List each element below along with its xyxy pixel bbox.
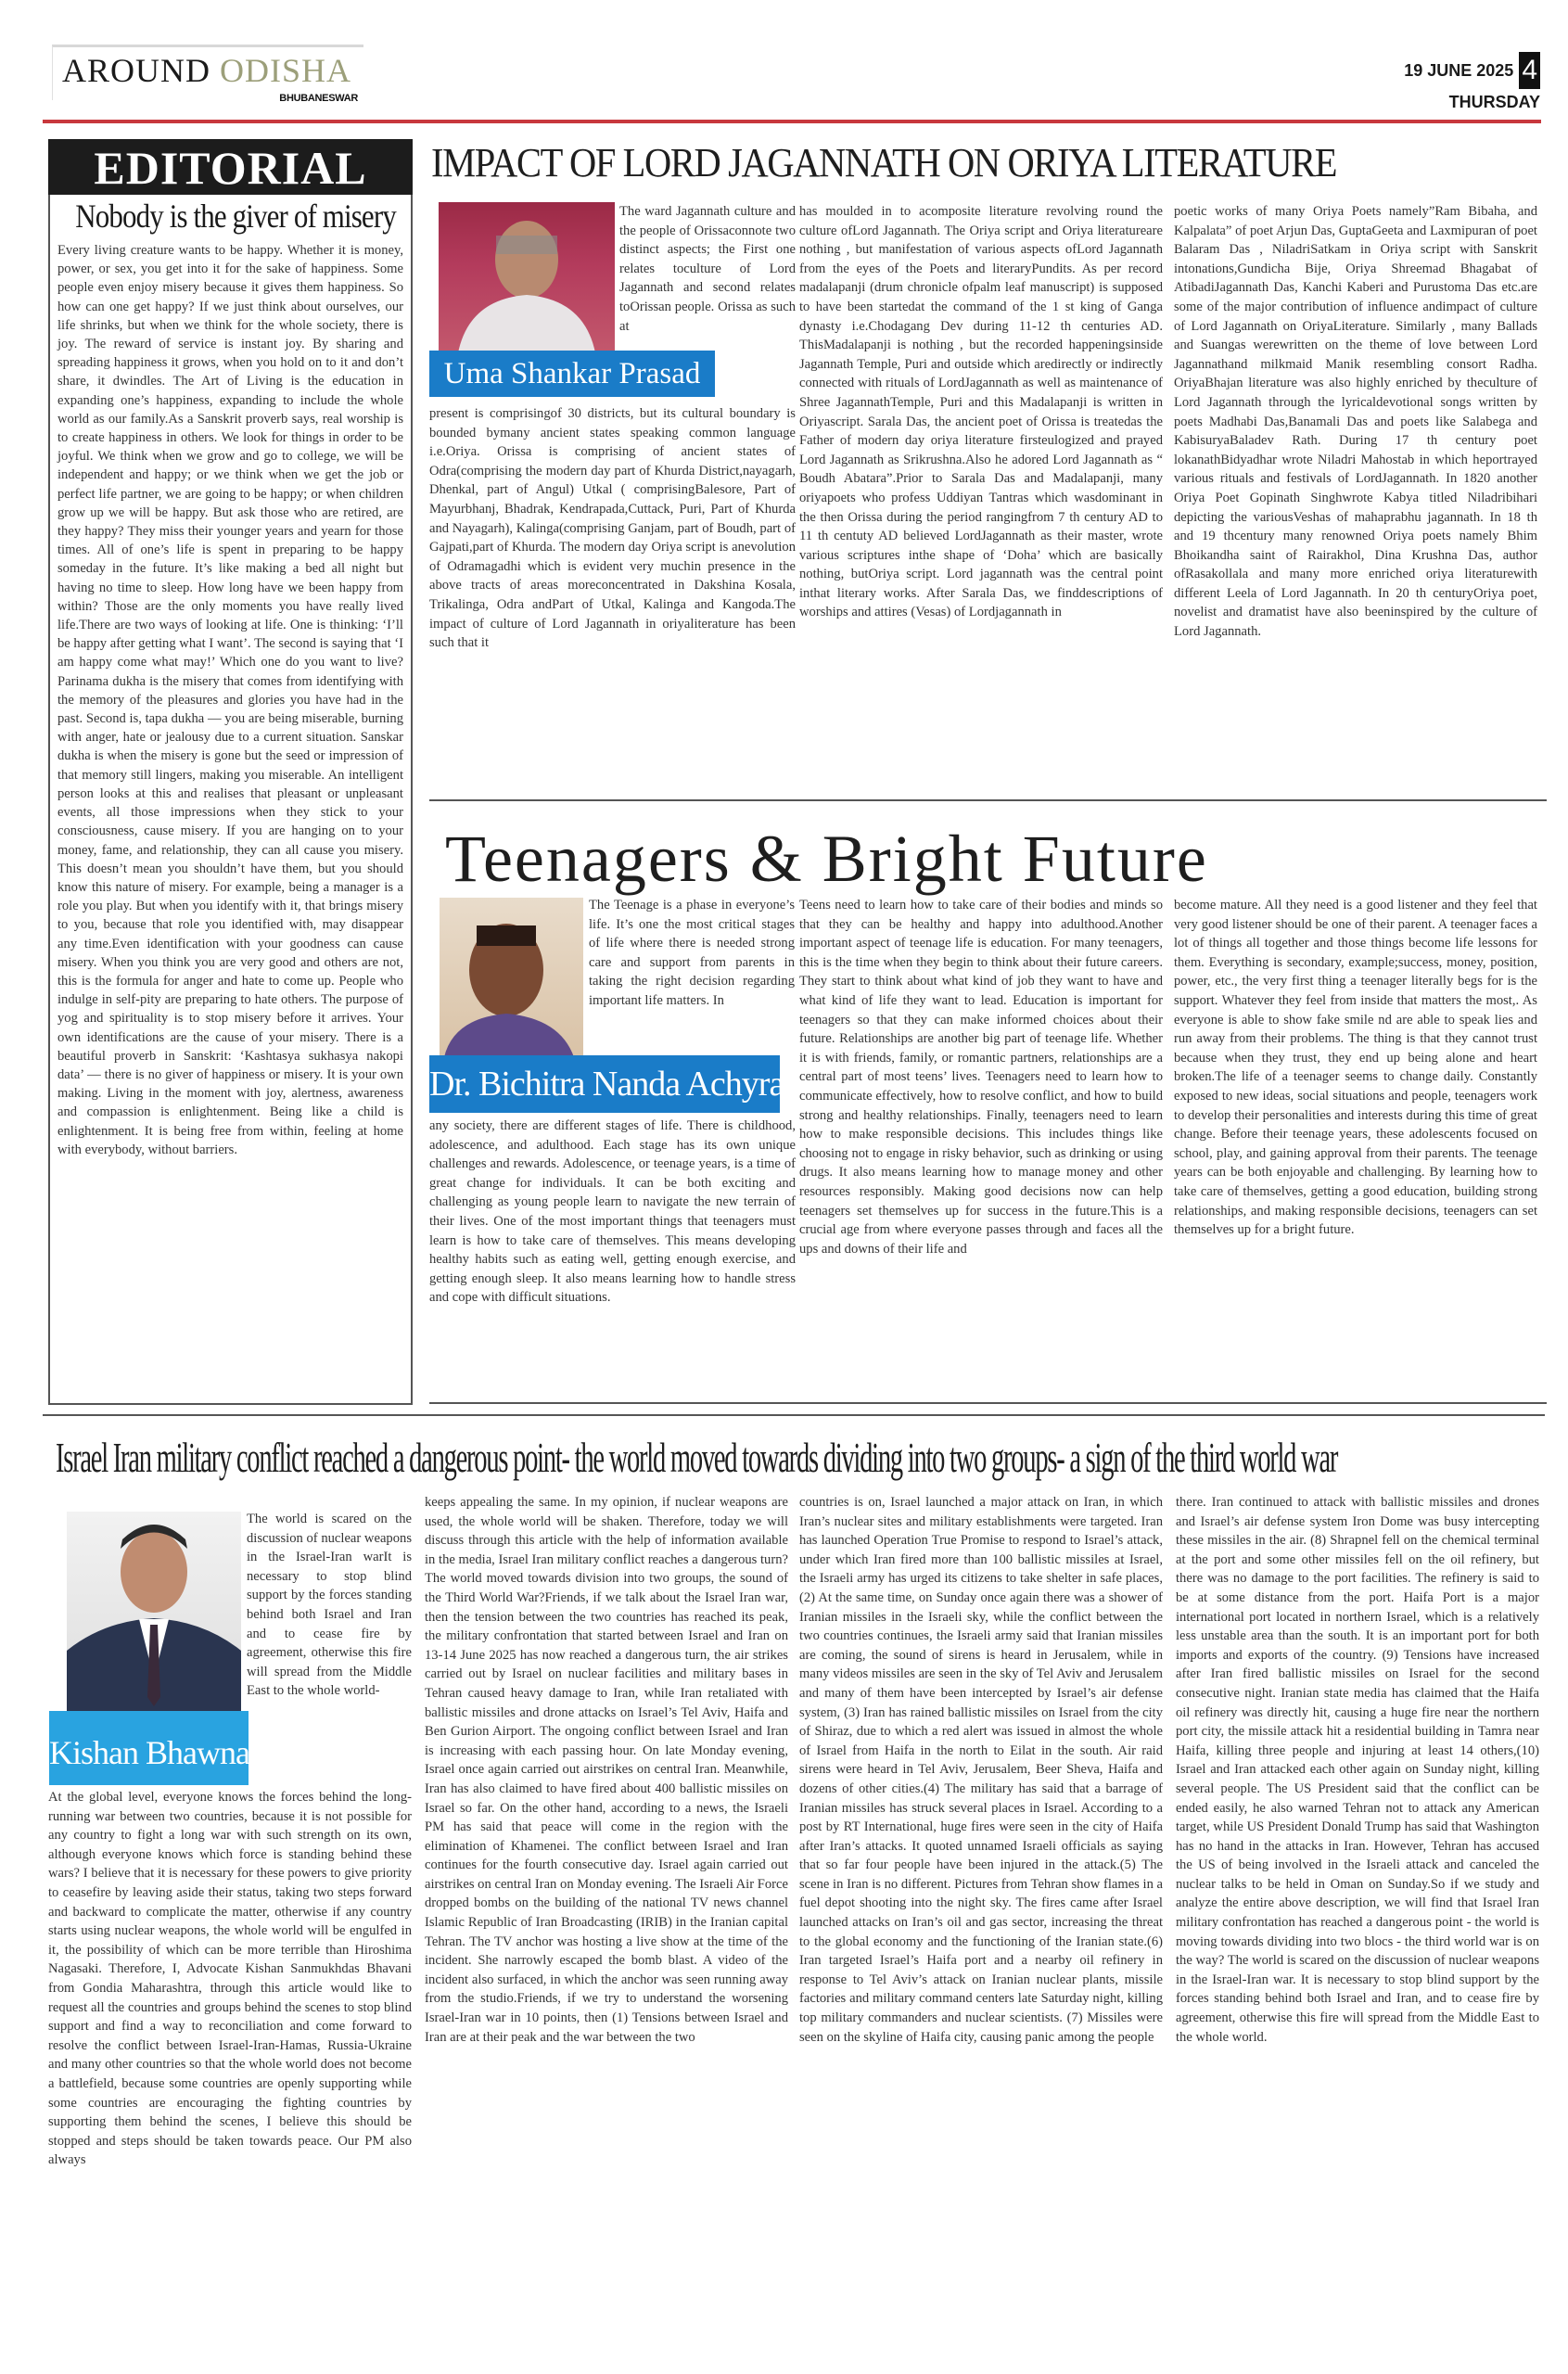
jagannath-intro: The ward Jagannath culture and the people of Orissaconnote two distinct aspects; the First one relates toculture of Lord Jagannath and second relates toOrissan people. Orissa as such at xyxy=(619,204,796,334)
author-photo xyxy=(439,202,615,358)
masthead xyxy=(0,0,1568,130)
teen-intro: The Teenage is a phase in everyone’s life. It’s one the most critical stages of life where there is needed strong care and support from parents in taking the right decision regarding important life matters. In xyxy=(589,898,795,1008)
editorial-headline: Nobody is the giver of misery xyxy=(75,198,396,235)
editorial-section xyxy=(48,139,413,1405)
teen-column-3: become mature. All they need is a good listener and they feel that very good listener should be one of their parent. A teenager faces a lot of things all together and those things become life lessons for them. Everything is secondary, example;success, money, position, power, etc., the very first thing a teenager literally begs for is the support. Whatever they feel from inside that matters the most,. As everyone is able to show fake smile nd are able to speak lies and run away from their problems. The thing is that they cannot trust because when they trust, they end up being alone and heart broken.The life of a teenager seems to change daily. Constantly exposed to new ideas, social situations and people, teenagers work to develop their personalities and interests during this time of great change. Before their teenage years, these adolescents focused on school, play, and gaining approval from their parents. The teenage years can be both enjoyable and challenging. By learning how to take care of themselves, getting a good education, building strong relationships, and making responsible decisions, teenagers can set themselves up for a bright future. xyxy=(1174,898,1537,1238)
author-byline: Dr. Bichitra Nanda Achyra xyxy=(429,1055,780,1113)
author-byline: Uma Shankar Prasad xyxy=(429,351,715,397)
logo-city: BHUBANESWAR xyxy=(276,93,358,104)
israel-article-title[interactable]: Israel Iran military conflict reached a dangerous point- the world moved towards dividing into two groups- a sign of the third world war xyxy=(56,1434,1338,1481)
section-divider xyxy=(429,799,1547,801)
teen-column-2: Teens need to learn how to take care of their bodies and minds so that they can be healthy and happy into adulthood.Another important aspect of teenage life is education. For many teenagers, this is the time when they begin to think about their future careers. They start to think about what kind of job they want to have and what kind of life they want to lead. Education is important for teenagers so that they can make informed choices about their future. Relationships are another big part of teenage life. Whether it is with friends, family, or romantic partners, relationships are a central part of most teens’ lives. Teenagers need to learn how to communicate effectively, how to resolve conflict, and how to build strong and healthy relationships. Finally, teenagers need to learn how to make responsible decisions. This includes things like choosing not to engage in risky behavior, such as drinking or using drugs. It also means learning how to manage money and other resources responsibly. Making good decisions now can help teenagers set themselves up for success in the future.This is a crucial age from where everyone passes through and faces all the ups and downs of their life and xyxy=(799,898,1163,1257)
date-block xyxy=(1404,52,1540,112)
israel-column-3: countries is on, Israel launched a major attack on Iran, in which Iran’s nuclear sites and military establishments were targeted. Iran has launched Operation True Promise to respond to Israel’s attack, under which Iran fired more than 100 ballistic missiles at Israel, the Israeli army has urged its citizens to take shelter in safe places, (2) At the same time, on Sunday once again there was a shower of Iranian missiles in the Israeli sky, while the conflict between the two countries continues, the Israeli army said that Iranian missiles are coming, the sound of sirens is heard in Jerusalem, while in many videos missiles are seen in the sky of Tel Aviv and Jerusalem and many of them have been intercepted by Israel’s air defense system, (3) Iran has rained ballistic missiles on Israel from the city of Shiraz, due to which a red alert was issued in almost the whole of Israel from Haifa in the north to Eilat in the south. Air raid sirens were heard in Tel Aviv, Jerusalem, Beer Sheva, Haifa and dozens of other cities.(4) The military has said that a barrage of Iranian missiles has struck several places in Israel. According to a post by RT International, huge fires were seen in the city of Haifa after Iran’s attacks. It quoted unnamed Israeli officials as saying that so far four people have been injured in the attack.(5) The scene in Iran is no different. Pictures from Tehran show flames in a fuel depot shooting into the night sky. The fires came after Israel launched attacks on Iran’s oil and gas sector, increasing the threat to the global economy and the functioning of the Iranian state.(6) Iran targeted Israel’s Haifa port and a nearby oil refinery in response to Tel Aviv’s attack on Iranian nuclear plants, missile factories and military command centers late Saturday night, killing top military commanders and nuclear scientists. (7) Missiles were seen on the skyline of Haifa city, causing panic among the people xyxy=(799,1495,1163,2045)
jagannath-column-3: poetic works of many Oriya Poets namely”Ram Bibaha, and Kalpalata” of poet Arjun Das, GuptaGeeta and Laxmipuran of poet Balaram Das , NiladriSatkam in Oriya script with Sanskrit intonations,Gundicha Bije, Oriya Shreemad Bhagabat of AtibadiJagannath Das, Kanchi Kaberi and Purustoma Das etc.are some of the major contribution of influence andimpact of culture of Lord Jagannath on OriyaLiterature. Similarly , many Ballads and Suangas werewritten on the theme of love between Lord Jagannathand milkmaid Manik resembling consort Radha. OriyaBhajan literature was also highly enriched by theculture of Lord Jagannath through the lyricaldevotional songs written by poets Madhabi Das,Banamali Das and poets like Salabega and KabisuryaBaladev Rath. During 17 th century poet lokanathBidyadhar wrote Niladri Mahostab in which heportrayed various rituals and festivals of LordJagannath. In 1820 another Oriya Poet Gopinath Singhwrote Kabya titled Niladribihari depicting the variousVeshas of mahaprabhu jagannath. In 18 th and 19 thcentury many renowned Oriya poets namely Bhim Bhoikandha saint of Rairakhol, Dina Krushna Das, author ofRasakollala and many more enriched oriya literaturewith different Leela of Lord Jagannath. In 20 th centuryOriya poet, novelist and dramatist have also beeninspired by the culture of Lord Jagannath. xyxy=(1174,204,1537,640)
section-divider xyxy=(43,1414,1545,1416)
jagannath-article-title[interactable]: IMPACT OF LORD JAGANNATH ON ORIYA LITERATURE xyxy=(431,140,1337,185)
israel-column-4: there. Iran continued to attack with ballistic missiles and drones and Israel’s air defense system Iron Dome was busy intercepting these missiles in the air. (8) Shrapnel fell on the chemical terminal at the port and some other missiles fell on the oil refinery, but there was no damage to the port facilities. The refinery is said to be at some distance from the port. Haifa Port is a major international port located in northern Israel, which is a relatively less unstable area than the south. It is an important port for both imports and exports of the country. (9) Tensions have increased after Iran fired ballistic missiles on Israel for the second consecutive night. Iranian state media has claimed that the Haifa oil refinery was directly hit, causing a huge fire near the northern port city, the missile attack hit a residential building in Tamra near Haifa, killing three people and injuring at least 14 others,(10) Israel and Iran attacked each other again on Sunday night, killing several people. The US President said that the conflict can be ended easily, he also warned Tehran not to attack any American target, while US President Donald Trump has said that Washington has no hand in the attacks in Iran. However, Tehran has accused the US of being involved in the Israeli attack and canceled the nuclear talks to be held in Oman on Sunday.So if we study and analyze the entire above description, we will find that Israel Iran military confrontation has reached a dangerous point - the world is moving towards dividing into two blocs - the third world war is on the way? The world is scared on the discussion of nuclear weapons in the Israel-Iran war. It is necessary to stop blind support by the forces standing behind both Israel and Iran, and to cease fire by agreement, otherwise this fire will spread from the Middle East to the whole world. xyxy=(1176,1495,1539,2045)
editorial-banner: EDITORIAL xyxy=(48,139,413,195)
portrait-icon xyxy=(439,202,615,358)
portrait-icon xyxy=(67,1512,241,1723)
israel-column-1: At the global level, everyone knows the forces behind the long-running war between two countries, because it is not possible for any country to fight a long war with such strength on its own, although everyone knows which force is standing behind these wars? I believe that it is necessary for these powers to give priority to ceasefire by leaving aside their status, taking two steps forward and backward to complicate the matter, otherwise if any country starts using nuclear weapons, the whole world will be engulfed in it, the possibility of which can be more terrible than Hiroshima Nagasaki. Therefore, I, Advocate Kishan Sanmukhdas Bhavani from Gondia Maharashtra, through this article would like to request all the countries and groups behind the scenes to stop blind support and find a way to reconciliation and come forward to resolve the conflict between Israel-Iran-Hamas, Russia-Ukraine and many other countries so that the whole world does not become a battlefield, because some countries are openly supporting while some countries are encouraging the fighting countries by supporting them behind the scenes, I believe this should be stopped and steps should be taken towards peace. Our PM also always xyxy=(48,1790,412,2168)
page-number: 4 xyxy=(1519,52,1540,89)
issue-date: 19 JUNE 2025 xyxy=(1404,60,1514,80)
newspaper-logo[interactable] xyxy=(52,45,363,104)
editorial-body: Every living creature wants to be happy. Whether it is money, power, or sex, you get into it for the sake of happiness. Some people even enjoy misery because it gives them happiness. So how can one get happy? If we just think about ourselves, our life shrinks, but when we think for the whole society, there is joy. The reward of service is instant joy. By sharing and spreading happiness it grows, when you hold on to it and don’t share, it dwindles. The Art of Living is the education in expanding one’s happiness, expanding to include the whole world as our family.As a Sanskrit proverb says, real worship is to create happiness in others. We look for things in order to be joyful. We think when we grow and go to college, we will be independent and happy; or we think when we get the job or perfect life partner, we are going to be happy; or when children grow up we will be happy. But ask those who are retired, are they happy? They miss their younger years and yearn for those times. All of one’s life is spent in preparing to be happy someday in the future. It’s like making a bed all night but having no time to sleep. How long have we been happy from within? Those are the only moments you have really lived life.There are two ways of looking at life. One is thinking: ‘I’ll be happy after getting what I want’. The second is saying that ‘I am happy come what may!’ Which one do you want to live? Parinama dukha is the misery that comes from identifying with the memory of the pleasures and glories you have had in the past. Second is, tapa dukha — you are being miserable, burning with anger, hate or jealousy due to a current situation. Sanskar dukha is when the misery is gone but the seed or impression of that memory still lingers, making you miserable. An intelligent person looks at this and realises that pleasant or unpleasant events, all those impressions when they stick to your consciousness, cause misery. If you are hanging on to your money, fame, and relationship, they can all cause you misery. This doesn’t mean you shouldn’t have them, but you should know this nature of misery. For example, being a manager is a role you play. But when you identify with it, that brings misery to you, because that role you identified with, may disappear any time.Even identification with your goodness can cause misery. When you think you are very good and others are not, this is the formula for anger and hate to come up. People who indulge in self-pity are preparing to hate others. The purpose of yog and spirituality is to stop misery before it arrives. Your own identifications are the cause of your misery. There is a beautiful proverb in Sanskrit: ‘Kashtasya sukhasya nakopi data’ — there is no giver of happiness or misery. It is your own making. Living in the moment with joy, alertness, awareness and compassion is enlightenment. Being like a child is enlightenment. It is being free from within, feeling at home with everybody, without barriers. xyxy=(57,243,403,1157)
issue-day: THURSDAY xyxy=(1448,93,1540,111)
author-photo xyxy=(440,898,583,1057)
author-byline: Kishan Bhawnani xyxy=(49,1711,249,1785)
israel-column-2: keeps appealing the same. In my opinion, if nuclear weapons are used, the whole world will be shaken. Therefore, today we will discuss through this article with the help of information available in the media, Israel Iran military conflict reaches a dangerous turn? The world moved towards division into two groups, the sound of the Third World War?Friends, if we talk about the Israel Iran war, then the tension between the two countries has reached its peak, the military confrontation that started between Israel and Iran on 13-14 June 2025 has now reached a dangerous turn, the air strikes carried out by Israel on nuclear facilities and military bases in Tehran caused heavy damage to Iran, while Iran retaliated with ballistic missiles and drone attacks on Israel’s Tel Aviv, Haifa and Ben Gurion Airport. The ongoing conflict between Israel and Iran is increasing with each passing hour. On late Monday evening, Israel once again carried out airstrikes on central Iran. Meanwhile, Iran has also claimed to have fired about 400 ballistic missiles on Israel so far. On the other hand, according to a news, the Israeli PM has said that peace will come in the region with the elimination of Khamenei. The conflict between Israel and Iran continues for the fourth consecutive day. Israel again carried out airstrikes on central Iran on Monday evening. The Israeli Air Force dropped bombs on the building of the national TV news channel Islamic Republic of Iran Broadcasting (IRIB) in the Iranian capital Tehran. The TV anchor was hosting a live show at the time of the incident. She narrowly escaped the bomb blast. A video of the incident also surfaced, in which the anchor was seen running away from the studio.Friends, if we try to understand the worsening Israel-Iran war in 10 points, then (1) Tensions between Israel and Iran are at their peak and the war between the two xyxy=(425,1495,788,2045)
section-divider xyxy=(429,1402,1547,1404)
israel-intro-top: The world is scared on the discussion of nuclear weapons in the Israel-Iran warIt is necessary to stop blind support by the forces standing behind both Israel and Iran and to cease fire by agreement, otherwise this fire will spread from the Middle East to the whole world- xyxy=(247,1512,412,1699)
jagannath-column-2: has moulded in to acomposite literature revolving round the culture ofLord Jagannath. The Oriya script and Oriya literatureare nothing , but manifestation of various aspects ofLord Jagannath from the eyes of the Poets and literaryPundits. As per record madalapanji (drum chronicle ofpalm leaf manuscript) is supposed to have been startedat the command of the 1 st king of Ganga dynasty i.e.Chodagang Dev during 11-12 th centuries AD. ThisMadalapanji is nothing , but the recorded happeningsinside Jagannath Temple, Puri and outside which aredirectly or indirectly connected with rituals of LordJagannath as well as maintenance of Shree JagannathTemple, Puri and this Madalapanji is written in Oriyascript. Sarala Das, the ancient poet of Orissa is treatedas the Father of modern day oriya literature firsteulogized and prayed Lord Jagannath as Srikrushna.Also he adored Lord Jagannath as “ Boudh Abatara”.Prior to Sarala Das and Madalapanji, many oriyapoets who profess Uddiyan Tantras which wasdominant in the then Orissa during the period rangingfrom 7 th century AD to 11 th centuty AD believed LordJagannath as their master, wrote various scriptures inthe shape of ‘Doha’ which are basically nothing, butOriya script. Lord jagannath was the central point inthat literary works. After Sarala Das, we finddescriptions of worships and attires (Vesas) of Lordjagannath in xyxy=(799,204,1163,620)
teen-column-1: any society, there are different stages of life. There is childhood, adolescence, and adulthood. Each stage has its own unique challenges and rewards. Adolescence, or teenage years, is a time of great change for individuals. It can be both exciting and challenging as young people learn to navigate the new terrain of their lives. One of the most important things that teenagers must learn is how to take care of themselves. This means developing healthy habits such as eating well, getting enough exercise, and getting enough sleep. It also means learning how to handle stress and cope with difficult situations. xyxy=(429,1118,796,1306)
portrait-icon xyxy=(440,898,583,1057)
masthead-divider xyxy=(43,120,1541,123)
logo-primary: AROUND xyxy=(62,52,211,89)
teen-article-title[interactable]: Teenagers & Bright Future xyxy=(445,822,1208,896)
jagannath-column-1: present is comprisingof 30 districts, but its cultural boundary is bounded bymany ancient states speaking common language i.e.Oriya. Orissa is comprising of ancient states of Odra(comprising the modern day part of Khurda District,nayagarh, Dhenkal, part of Angul) Utkal ( comprisingBalesore, Part of Mayurbhanj, Bhadrak, Kendrapada,Cuttack, Puri, Part of Khurda and Nayagarh), Kalinga(comprising Ganjam, part of Boudh, part of Gajpati,part of Khurda. The modern day Oriya script is anevolution of Odramagadhi which is evident very muchin presence in the above tracts of areas moreconcentrated in Dakshina Kosala, Trikalinga, Odra andPart of Utkal, Kalinga and Kangoda.The impact of culture of Lord Jagannath in oriyaliterature has been such that it xyxy=(429,406,796,651)
author-photo xyxy=(67,1512,241,1723)
logo-secondary: ODISHA xyxy=(220,52,352,89)
